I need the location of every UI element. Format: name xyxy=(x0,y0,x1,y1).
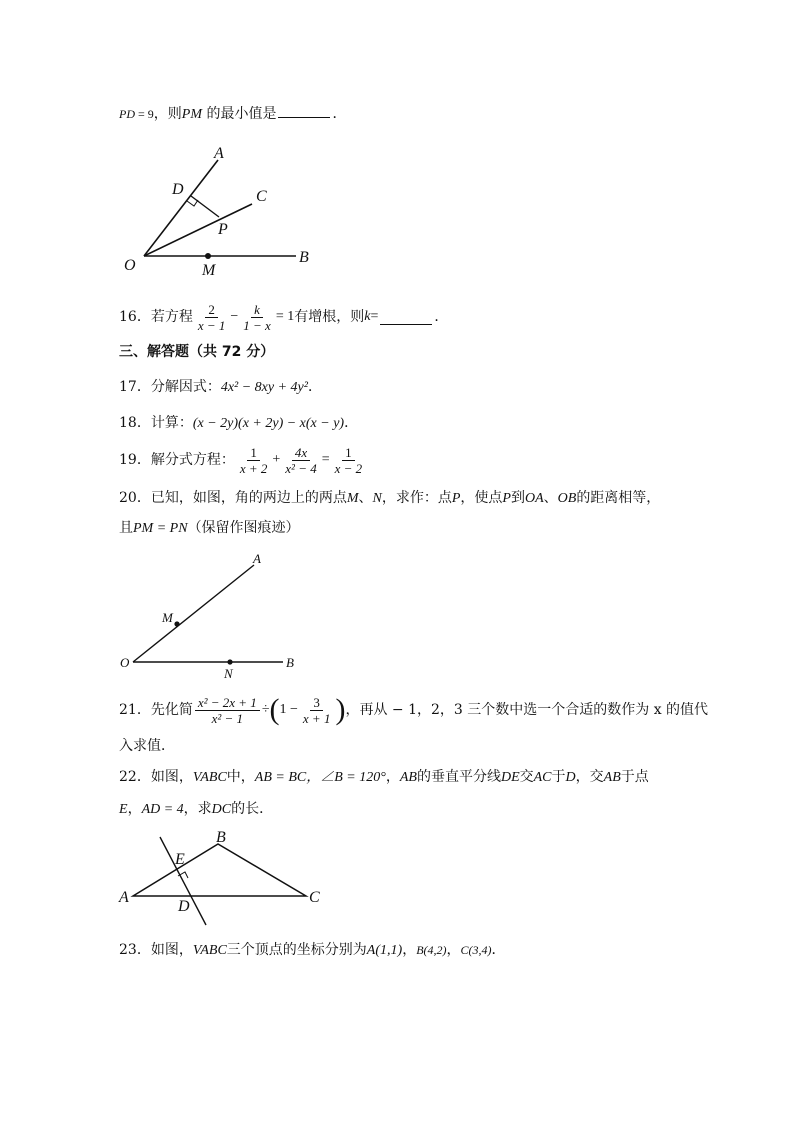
q17-expression: 4x² − 8xy + 4y² xyxy=(220,380,308,395)
question-20-line-2: 且PM = PN（保留作图痕迹） xyxy=(119,520,300,536)
label-a-20: A xyxy=(253,551,261,566)
question-19: 19．解分式方程： $\frac{1}{x + 2}$ + $\frac{4x}{\text{x² − 4}}$ = $\frac{1}{x - 2}$ xyxy=(119,442,367,478)
label-m: M xyxy=(202,262,216,279)
question-16: 16．若方程 $\frac{2}{x - 1}$ − $\frac{k}{1 - x}$ = 1 有增根，则 k = ． xyxy=(119,301,449,333)
label-o-20: O xyxy=(120,655,130,670)
label-d-22: D xyxy=(178,898,190,915)
question-23: 23．如图，VABC三个顶点的坐标分别为A(1,1)，B(4,2)，C(3,4)． xyxy=(119,942,506,958)
fraction-q21-inner: $\frac{3}{x + 1}$ xyxy=(302,694,331,726)
label-m-20: M xyxy=(162,610,173,625)
q15-text-tail: 的最小值是 xyxy=(202,106,277,122)
q15-text-mid: ，则 xyxy=(153,106,182,122)
question-21-line-1: 21．先化简 $\frac{\text{x² − 2x + 1}}{\text{x² − 1}}$ ÷ ( 1 − $\frac{3}{x + 1}$ ) ，再从 − 1，2，3 三个数中选一个合适的数作为 x 的值代 xyxy=(119,693,709,726)
question-20-line-1: 20．已知，如图，角的两边上的两点M、N，求作：点P，使点P到OA、OB的距离相等， xyxy=(119,490,661,506)
pm-symbol: PM xyxy=(181,107,202,122)
label-d: D xyxy=(172,181,184,198)
label-b-20: B xyxy=(286,655,294,670)
fraction-2-over-x-1: $\frac{2}{x - 1}$ xyxy=(197,301,226,333)
q18-expression: (x − 2y)(x + 2y) − x(x − y) xyxy=(192,416,345,431)
question-18: 18．计算：(x − 2y)(x + 2y) − x(x − y)． xyxy=(119,415,359,431)
q15-end: ． xyxy=(332,106,347,122)
label-b: B xyxy=(299,249,309,266)
question-17: 17．分解因式：4x² − 8xy + 4y²． xyxy=(119,379,322,395)
section-heading: 三、解答题（共 72 分） xyxy=(119,344,275,360)
pd-symbol: PD xyxy=(119,107,135,121)
fraction-k-over-1-x: $\frac{k}{1 - x}$ xyxy=(243,301,271,333)
pd-value: = 9 xyxy=(135,107,154,121)
fraction-q21-main: $\frac{\text{x² − 2x + 1}}{\text{x² − 1}}$ xyxy=(195,695,260,726)
label-b-22: B xyxy=(216,829,226,846)
fraction-q19-3: $\frac{1}{x - 2}$ xyxy=(334,444,363,476)
label-c: C xyxy=(256,188,267,205)
question-21-line-2: 入求值． xyxy=(119,738,175,754)
question-22-line-2: E，AD = 4，求DC的长． xyxy=(119,801,274,817)
question-22-line-1: 22．如图，VABC中，AB = BC，∠B = 120°，AB的垂直平分线DE交AC于D，交AB于点 xyxy=(119,769,649,785)
label-e-22: E xyxy=(175,851,185,868)
fraction-q19-2: $\frac{4x}{\text{x² − 4}}$ xyxy=(285,444,317,476)
label-a-22: A xyxy=(119,889,129,906)
fraction-q19-1: $\frac{1}{x + 2}$ xyxy=(239,444,268,476)
q16-label: 16．若方程 xyxy=(119,309,193,325)
label-c-22: C xyxy=(309,889,320,906)
label-p: P xyxy=(218,221,228,238)
label-o: O xyxy=(124,257,136,274)
label-n-20: N xyxy=(224,666,233,681)
label-a: A xyxy=(214,145,224,162)
triangle-abc xyxy=(133,844,306,896)
